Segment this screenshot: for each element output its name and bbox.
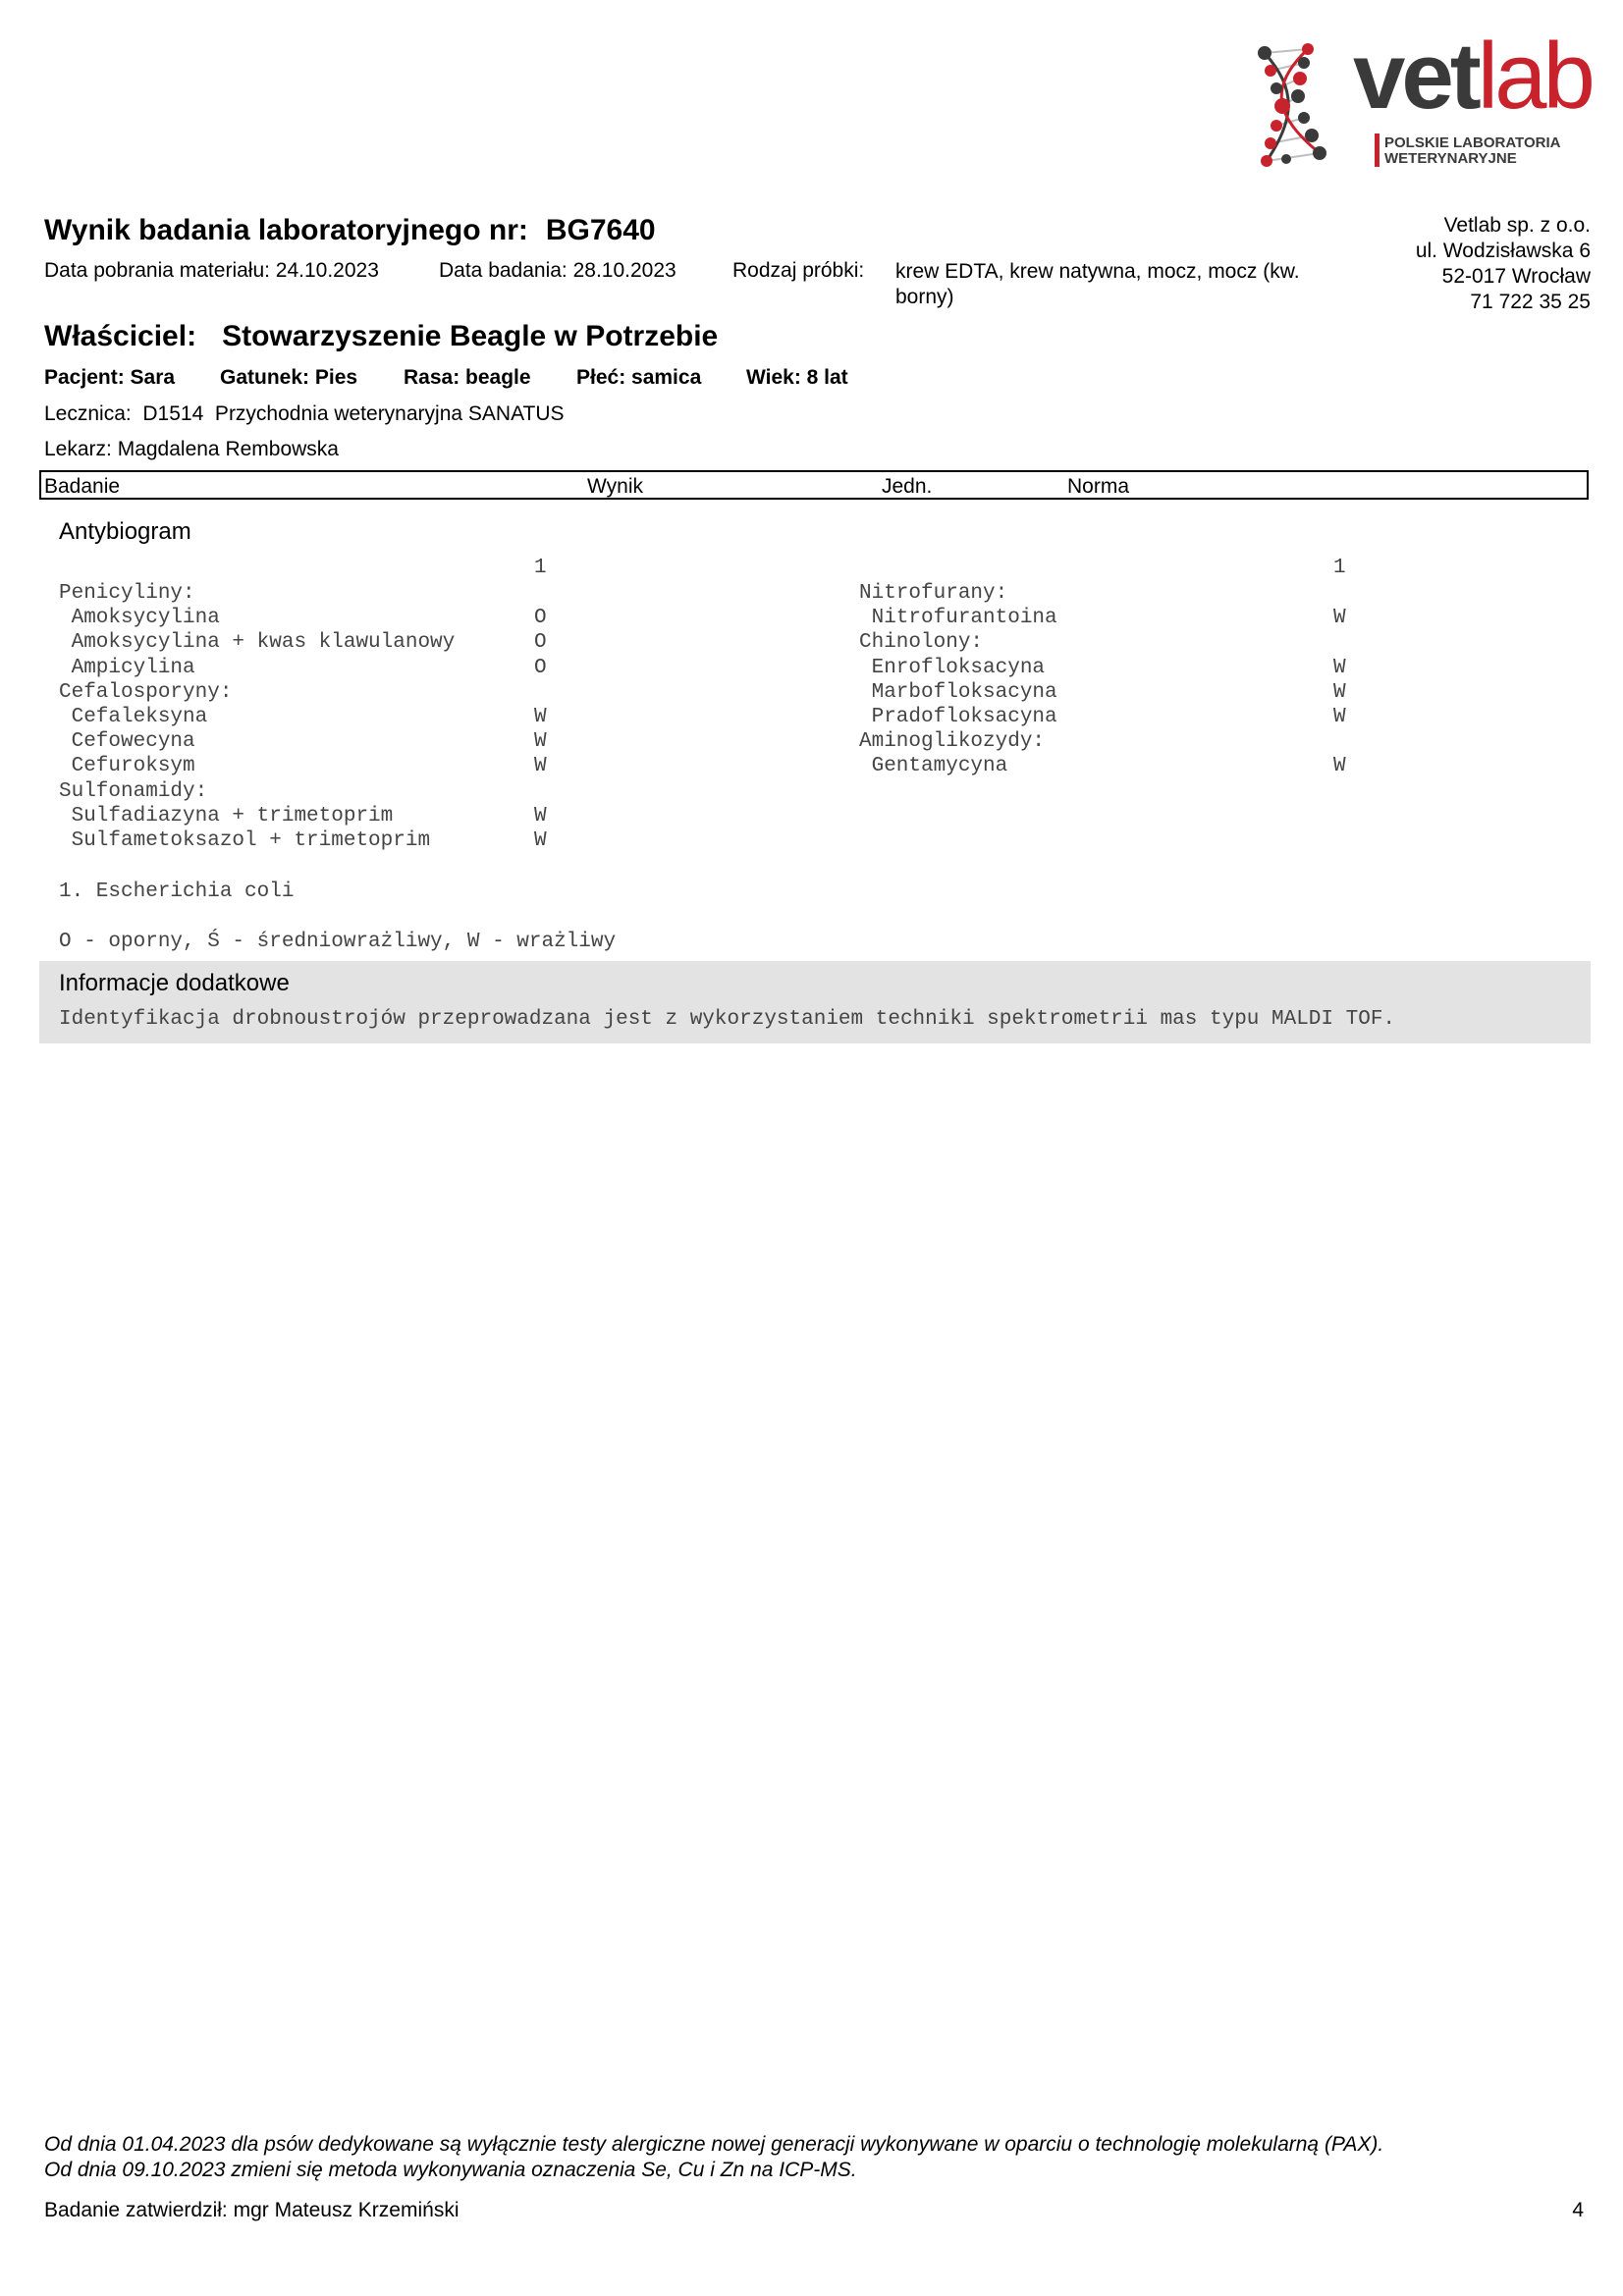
antibiogram-title: Antybiogram — [59, 518, 191, 545]
column-test: Badanie — [44, 475, 121, 498]
antibiotic-name: Sulfadiazyna + trimetoprim — [59, 804, 394, 828]
logo-wordmark: vetlab — [1353, 24, 1592, 129]
vetlab-logo — [1257, 24, 1596, 172]
patient-species: Gatunek: Pies — [220, 366, 358, 389]
antibiotic-name: Amoksycylina — [59, 607, 220, 630]
antibiotic-name: Amoksycylina + kwas klawulanowy — [59, 631, 456, 655]
column-unit: Jedn. — [882, 475, 933, 498]
logo-accent-bar — [1375, 133, 1380, 167]
clinic: Lecznica: D1514 Przychodnia weterynaryjna SANATUS — [44, 402, 565, 425]
additional-info-box — [39, 961, 1591, 1043]
susceptibility-result: W — [534, 755, 547, 778]
result-legend: O - oporny, Ś - średniowrażliwy, W - wrażliwy — [59, 931, 617, 953]
antibiotic-group: Aminoglikozydy: — [859, 730, 1046, 754]
susceptibility-result: W — [1333, 706, 1346, 728]
antibiotic-name: Cefowecyna — [59, 730, 195, 754]
antibiotic-name: Nitrofurantoina — [859, 607, 1057, 630]
susceptibility-result: W — [534, 706, 547, 728]
dna-helix-icon — [1257, 39, 1355, 172]
antibiotic-name: Cefuroksym — [59, 755, 195, 778]
antibiotic-name: Cefaleksyna — [59, 706, 208, 728]
company-address: Vetlab sp. z o.o. ul. Wodzisławska 6 52-017 Wrocław 71 722 35 25 — [1415, 214, 1591, 313]
notes: Od dnia 01.04.2023 dla psów dedykowane są wyłącznie testy alergiczne nowej generacji wykonywane w oparciu o technologię molekularną (PAX). Od dnia 09.10.2023 zmieni się metoda wykonywania oznaczenia Se, Cu i Zn na ICP-MS. — [44, 2133, 1384, 2181]
patient-name: Pacjent: Sara — [44, 366, 176, 389]
patient-sex: Płeć: samica — [576, 366, 702, 389]
isolate-number-right: 1 — [1333, 557, 1346, 579]
antibiotic-group: Nitrofurany: — [859, 582, 1008, 605]
antibiotic-name: Gentamycyna — [859, 755, 1008, 778]
antibiotic-group: Sulfonamidy: — [59, 779, 208, 803]
column-norm: Norma — [1067, 475, 1130, 498]
report-number: BG7640 — [545, 214, 656, 246]
susceptibility-result: O — [534, 656, 547, 679]
additional-info-title: Informacje dodatkowe — [59, 970, 290, 996]
column-result: Wynik — [587, 475, 643, 498]
sample-type-label: Rodzaj próbki: — [732, 259, 865, 282]
owner: Właściciel: Stowarzyszenie Beagle w Potrzebie — [44, 320, 719, 352]
susceptibility-result: W — [534, 804, 547, 828]
susceptibility-result: W — [534, 730, 547, 754]
susceptibility-result: W — [1333, 680, 1346, 704]
report-title: Wynik badania laboratoryjnego nr: BG7640 — [44, 214, 656, 246]
antibiotic-group: Penicyliny: — [59, 582, 195, 605]
doctor: Lekarz: Magdalena Rembowska — [44, 438, 339, 460]
approved-by: Badanie zatwierdził: mgr Mateusz Krzemiński — [44, 2199, 460, 2221]
antibiotic-name: Enrofloksacyna — [859, 656, 1046, 679]
antibiotic-name: Pradofloksacyna — [859, 706, 1057, 728]
results-table-header — [39, 470, 1589, 500]
susceptibility-result: O — [534, 631, 547, 655]
antibiotic-name: Sulfametoksazol + trimetoprim — [59, 829, 431, 852]
logo-subtitle: POLSKIE LABORATORIA WETERYNARYJNE — [1384, 134, 1561, 167]
page-number: 4 — [1572, 2199, 1584, 2221]
susceptibility-result: W — [1333, 607, 1346, 630]
additional-info-text: Identyfikacja drobnoustrojów przeprowadzana jest z wykorzystaniem techniki spektrometrii mas typu MALDI TOF. — [59, 1008, 1396, 1031]
antibiotic-group: Cefalosporyny: — [59, 680, 233, 704]
antibiotic-name: Ampicylina — [59, 656, 195, 679]
organism: 1. Escherichia coli — [59, 881, 295, 903]
susceptibility-result: W — [1333, 656, 1346, 679]
test-date: Data badania: 28.10.2023 — [439, 259, 676, 282]
patient-age: Wiek: 8 lat — [746, 366, 848, 389]
collection-date: Data pobrania materiału: 24.10.2023 — [44, 259, 379, 282]
owner-name: Stowarzyszenie Beagle w Potrzebie — [222, 320, 719, 352]
isolate-number-left: 1 — [534, 557, 547, 579]
antibiotic-name: Marbofloksacyna — [859, 680, 1057, 704]
patient-breed: Rasa: beagle — [404, 366, 531, 389]
susceptibility-result: W — [534, 829, 547, 852]
antibiotic-group: Chinolony: — [859, 631, 984, 655]
sample-type-value: krew EDTA, krew natywna, mocz, mocz (kw. borny) — [895, 260, 1300, 308]
susceptibility-result: O — [534, 607, 547, 630]
susceptibility-result: W — [1333, 755, 1346, 778]
